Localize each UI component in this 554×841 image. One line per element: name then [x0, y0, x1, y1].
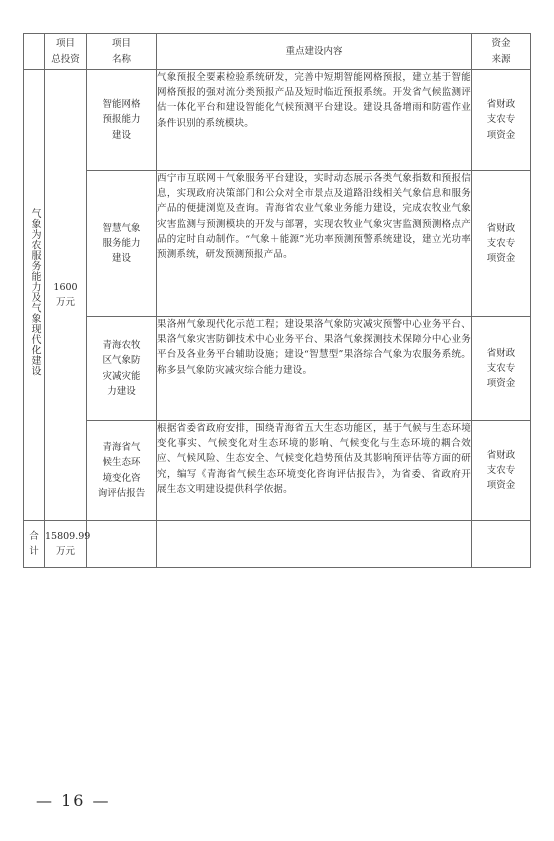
project-name: 智能网格 预报能力 建设 — [87, 70, 157, 171]
table-row — [24, 421, 531, 521]
category-cell — [24, 70, 45, 521]
table-row — [24, 317, 531, 421]
header-investment: 项目 总投资 — [45, 34, 87, 70]
page-number: — 16 — — [36, 791, 111, 810]
project-name: 青海省气 候生态环 境变化咨 询评估报告 — [87, 421, 157, 521]
header-funding: 资金 来源 — [472, 34, 531, 70]
project-content: 西宁市互联网＋气象服务平台建设，实时动态展示各类气象指数和预报信息，实现政府决策部门和公众对全市景点及道路沿线相关气象信息和服务产品的便捷浏览及查询。青海省农业气象业务能力建设，完成农牧业气象灾害监测与预测模块的开发与部署，实现农牧业气象灾害监测预测格点产品的定时自动制作。“气象＋能源”光功率预测预警系统建设，建立光功率预测系统，研发预测预报产品。 — [157, 171, 472, 317]
project-content: 气象预报全要素检验系统研发，完善中短期智能网格预报，建立基于智能网格预报的强对流分类预报产品及短时临近预报系统。开发省气候监测评估一体化平台和建设智能化气候预测平台建设。建设具备增雨和防雹作业条件识别的系统模块。 — [157, 70, 472, 171]
total-investment: 15809.99 万元 — [45, 521, 87, 568]
total-empty-name — [87, 521, 157, 568]
table-row — [24, 70, 531, 171]
funding-source: 省财政 支农专 项资金 — [472, 171, 531, 317]
header-content: 重点建设内容 — [157, 34, 472, 70]
funding-source: 省财政 支农专 项资金 — [472, 317, 531, 421]
total-row — [24, 521, 531, 568]
header-blank — [24, 34, 45, 70]
project-content: 果洛州气象现代化示范工程；建设果洛气象防灾减灾预警中心业务平台、果洛气象灾害防御技术中心业务平台、果洛气象探测技术保障分中心业务平台及各业务平台辅助设施；建设“智慧型”果洛综合气象为农服务系统。称多县气象防灾减灾综合能力建设。 — [157, 317, 472, 421]
total-empty-funding — [472, 521, 531, 568]
total-label: 合 计 — [24, 521, 45, 568]
project-content: 根据省委省政府安排，围绕青海省五大生态功能区，基于气候与生态环境变化事实、气候变化对生态环境的影响、气候变化与生态环境的耦合效应、气候风险、生态安全、气候变化趋势预估及其影响预评估等方面的研究，编写《青海省气候生态环境变化咨询评估报告》，为省委、省政府开展生态文明建设提供科学依据。 — [157, 421, 472, 521]
total-empty-content — [157, 521, 472, 568]
funding-source: 省财政 支农专 项资金 — [472, 70, 531, 171]
funding-source: 省财政 支农专 项资金 — [472, 421, 531, 521]
category-investment: 1600 万元 — [45, 70, 87, 521]
header-project-name: 项目 名称 — [87, 34, 157, 70]
project-name: 青海农牧 区气象防 灾减灾能 力建设 — [87, 317, 157, 421]
category-label: 气象为农服务能力及气象现代化建设 — [29, 208, 40, 377]
table-header-row — [24, 34, 531, 70]
project-name: 智慧气象 服务能力 建设 — [87, 171, 157, 317]
projects-table — [23, 33, 531, 568]
table-row — [24, 171, 531, 317]
